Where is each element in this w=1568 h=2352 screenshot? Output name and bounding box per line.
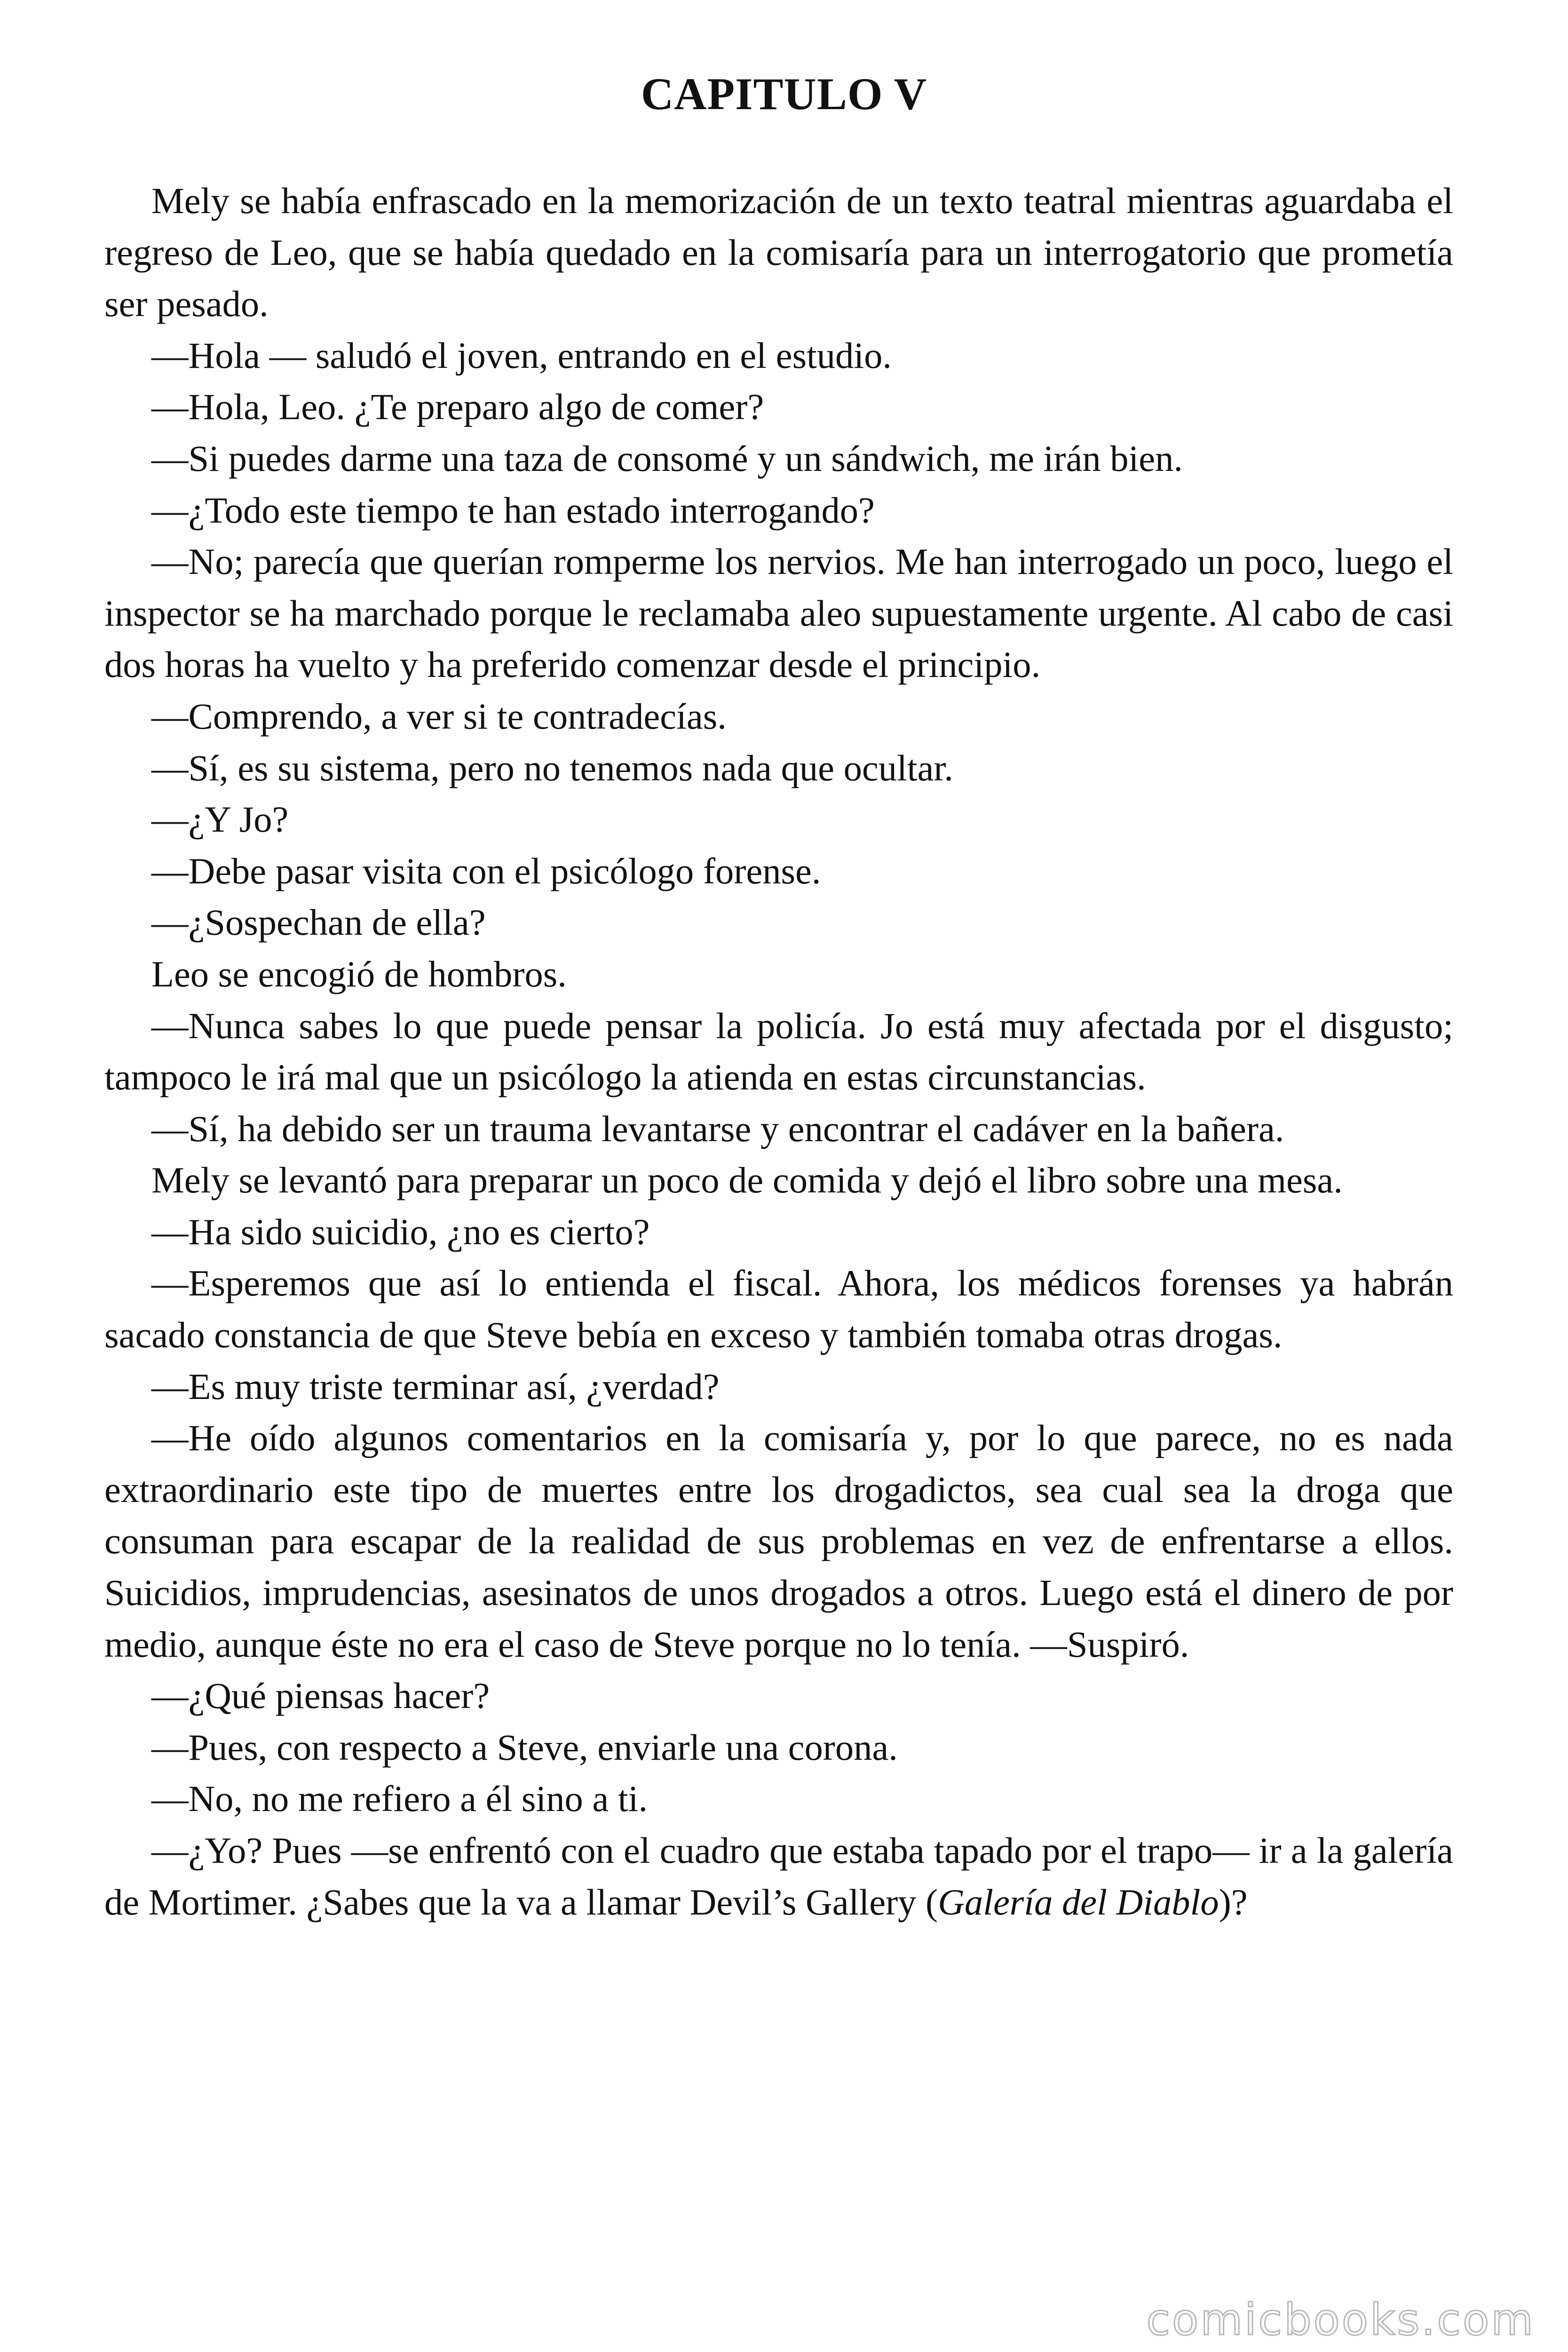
paragraph: —He oído algunos comentarios en la comisaría y, por lo que parece, no es nada extraordinario este tipo de muertes entre los drogadictos, sea cual sea la droga que consuman para escapar de la realidad de sus problemas en vez de enfrentarse a ellos. Suicidios, imprudencias, asesinatos de unos drogados a otros. Luego está el dinero de por medio, aunque éste no era el caso de Steve porque no lo tenía. —Suspiró. <box>104 1417 1453 1665</box>
paragraph: Mely se levantó para preparar un poco de comida y dejó el libro sobre una mesa. <box>151 1160 1343 1201</box>
paragraph: —¿Todo este tiempo te han estado interrogando? <box>151 489 875 531</box>
final-paragraph-text: —¿Yo? Pues —se enfrentó con el cuadro que estaba tapado por el trapo— ir a la galería de Mortimer. ¿Sabes que la va a llamar Devil’s Gallery ( <box>104 1830 1453 1923</box>
paragraph: —Ha sido suicidio, ¿no es cierto? <box>151 1211 650 1252</box>
paragraph: —¿Sospechan de ella? <box>151 902 486 943</box>
paragraph: —Es muy triste terminar así, ¿verdad? <box>151 1366 720 1407</box>
paragraph: —Pues, con respecto a Steve, enviarle una corona. <box>151 1726 898 1768</box>
paragraph: —Si puedes darme una taza de consomé y un sándwich, me irán bien. <box>151 437 1183 479</box>
paragraph: —No, no me refiero a él sino a ti. <box>151 1778 648 1820</box>
paragraph: —¿Qué piensas hacer? <box>151 1675 490 1716</box>
paragraph: —Comprendo, a ver si te contradecías. <box>151 695 727 737</box>
final-paragraph <box>104 1825 1453 1928</box>
chapter-title: CAPITULO V <box>641 69 927 119</box>
paragraph: —Esperemos que así lo entienda el fiscal. Ahora, los médicos forenses ya habrán sacado constancia de que Steve bebía en exceso y también tomaba otras drogas. <box>104 1263 1453 1356</box>
paragraph: —Hola — saludó el joven, entrando en el estudio. <box>151 334 892 376</box>
paragraph: —Sí, ha debido ser un trauma levantarse y encontrar el cadáver en la bañera. <box>151 1108 1284 1149</box>
paragraph: —Nunca sabes lo que puede pensar la policía. Jo está muy afectada por el disgusto; tampoco le irá mal que un psicólogo la atienda en estas circunstancias. <box>104 1005 1453 1098</box>
paragraph: —Sí, es su sistema, pero no tenemos nada que ocultar. <box>151 747 953 788</box>
paragraph: —Debe pasar visita con el psicólogo forense. <box>151 850 821 891</box>
paragraph: —Hola, Leo. ¿Te preparo algo de comer? <box>151 386 764 428</box>
italic-title: Galería del Diablo <box>938 1881 1219 1923</box>
paragraph: Mely se había enfrascado en la memorización de un texto teatral mientras aguardaba el regreso de Leo, que se había quedado en la comisaría para un interrogatorio que prometía ser pesado. <box>104 180 1453 325</box>
paragraph: Leo se encogió de hombros. <box>151 953 567 994</box>
paragraph: —No; parecía que querían romperme los nervios. Me han interrogado un poco, luego el inspector se ha marchado porque le reclamaba aleo supuestamente urgente. Al cabo de casi dos horas ha vuelto y ha preferido comenzar desde el principio. <box>104 541 1453 685</box>
watermark: comicbooks.com <box>1146 2295 1535 2345</box>
paragraph: —¿Y Jo? <box>151 799 289 840</box>
chapter-body <box>104 175 1453 1928</box>
final-paragraph-end: )? <box>1219 1881 1248 1923</box>
